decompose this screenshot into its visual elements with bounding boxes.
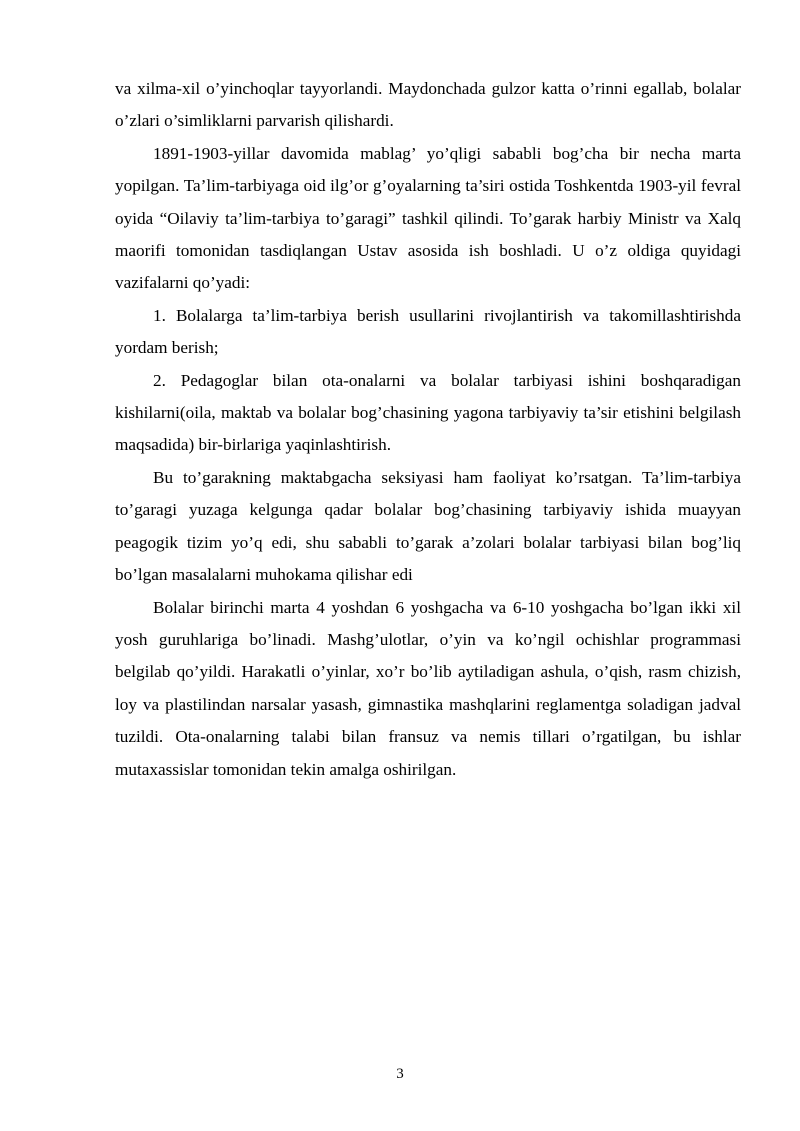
paragraph-continuation: va xilma-xil o’yinchoqlar tayyorlandi. Maydonchada gulzor katta o’rinni egallab, bolalar o’zlari o’simliklarni parvarish qilishardi. xyxy=(115,79,741,131)
paragraph-groups: Bolalar birinchi marta 4 yoshdan 6 yoshgacha va 6-10 yoshgacha bo’lgan ikki xil yosh guruhlariga bo’linadi. Mashg’ulotlar, o’yin va ko’ngil ochishlar programmasi belgilab qo’yildi. Harakatli o’yinlar, xo’r bo’lib aytiladigan ashula, o’qish, rasm chizish, loy va plastilindan narsalar yasash, gimnastika mashqlarini reglamentga soladigan jadval tuzildi. Ota-onalarning talabi bilan fransuz va nemis tillari o’rgatilgan, bu ishlar mutaxassislar tomonidan tekin amalga oshirilgan. xyxy=(115,597,741,779)
body-text xyxy=(115,73,741,786)
page-number: 3 xyxy=(396,1066,404,1082)
paragraph-section: Bu to’garakning maktabgacha seksiyasi ham faoliyat ko’rsatgan. Ta’lim-tarbiya to’garagi yuzaga kelgunga qadar bolalar bog’chasining tarbiyaviy ishida muayyan peagogik tizim yo’q edi, shu sababli to’garak a’zolari bolalar tarbiyasi bilan bog’liq bo’lgan masalalarni muhokama qilishar edi xyxy=(115,467,741,585)
list-item-1: 1. Bolalarga ta’lim-tarbiya berish usullarini rivojlantirish va takomillashtirishda yordam berish; xyxy=(115,305,741,358)
paragraph-history: 1891-1903-yillar davomida mablag’ yo’qligi sababli bog’cha bir necha marta yopilgan. Ta’lim-tarbiyaga oid ilg’or g’oyalarning ta’siri ostida Toshkentda 1903-yil fevral oyida “Oilaviy ta’lim-tarbiya to’garagi” tashkil qilindi. To’garak harbiy Ministr va Xalq maorifi tomonidan tasdiqlangan Ustav asosida ish boshladi. U o’z oldiga quyidagi vazifalarni qo’yadi: xyxy=(115,143,741,293)
list-item-2: 2. Pedagoglar bilan ota-onalarni va bolalar tarbiyasi ishini boshqaradigan kishilarni(oila, maktab va bolalar bog’chasining yagona tarbiyaviy ta’sir etishini belgilash maqsadida) bir-birlariga yaqinlashtirish. xyxy=(115,370,741,455)
